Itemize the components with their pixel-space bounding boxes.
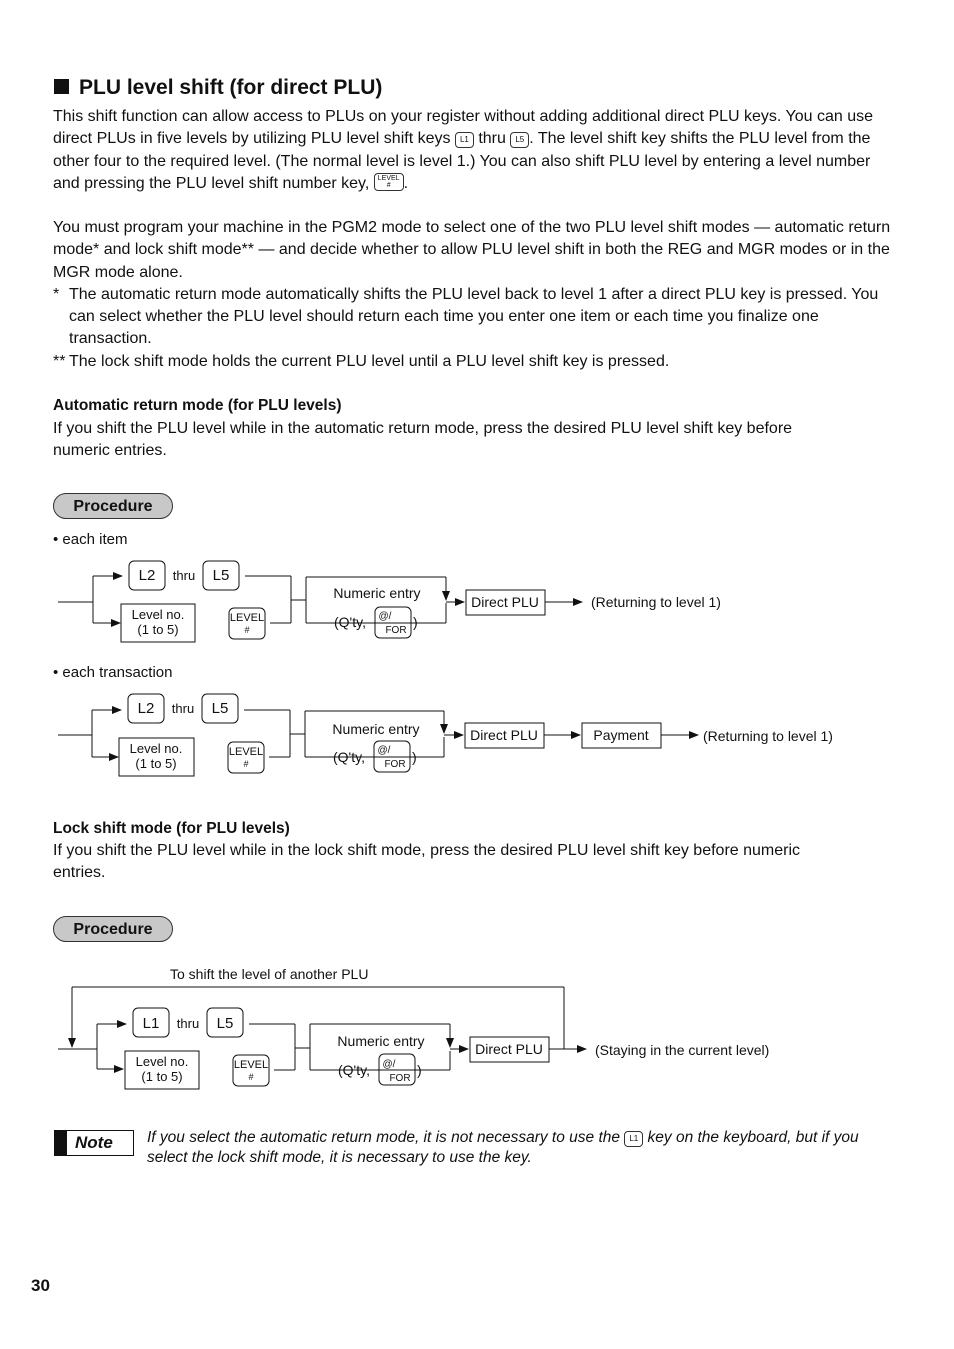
note-text (147, 1128, 887, 1168)
thru-label: thru (172, 568, 196, 583)
level-key-bottom: # (248, 1072, 254, 1082)
procedure-badge-2: Procedure (53, 916, 173, 942)
flow-each-transaction (0, 689, 954, 784)
intro-paragraph (53, 106, 893, 195)
lock-mode-title: Lock shift mode (for PLU levels) (53, 820, 290, 837)
qty-open-label: (Q'ty, (338, 1062, 370, 1078)
level-key-top: LEVEL (229, 612, 265, 624)
l5-key-label: L5 (211, 700, 229, 717)
at-key-bottom: FOR (389, 1073, 411, 1084)
each-item-label: • each item (53, 531, 128, 548)
returning-label: (Returning to level 1) (703, 728, 833, 744)
at-key-top: @/ (378, 611, 392, 622)
level-no-label: Level no. (131, 607, 185, 622)
direct-plu-label: Direct PLU (470, 727, 538, 743)
note-bar (55, 1131, 67, 1155)
level-range-label: (1 to 5) (135, 756, 177, 771)
l5-key-icon: L5 (510, 132, 529, 148)
qty-close-label: ) (417, 1062, 422, 1078)
at-key-bottom: FOR (384, 759, 406, 770)
level-key-bottom: # (244, 625, 250, 635)
auto-mode-title: Automatic return mode (for PLU levels) (53, 397, 342, 414)
note-badge (54, 1130, 134, 1156)
level-key-top: LEVEL (228, 746, 264, 758)
numeric-entry-label: Numeric entry (332, 721, 420, 737)
payment-label: Payment (593, 727, 649, 743)
auto-mode-body: If you shift the PLU level while in the automatic return mode, press the desired PLU level shift key before numeric entries. (53, 420, 793, 460)
l2-key-label: L2 (138, 567, 156, 584)
qty-open-label: (Q'ty, (333, 749, 365, 765)
footnote-2 (53, 351, 893, 373)
level-range-label: (1 to 5) (141, 1069, 183, 1084)
numeric-entry-label: Numeric entry (337, 1033, 425, 1049)
at-key-top: @/ (382, 1059, 396, 1070)
section-heading (54, 76, 382, 100)
each-transaction-label: • each transaction (53, 664, 173, 681)
level-key-bottom: # (386, 181, 391, 189)
l1-key-label: L1 (142, 1015, 160, 1032)
staying-label: (Staying in the current level) (595, 1042, 770, 1058)
numeric-entry-label: Numeric entry (333, 585, 421, 601)
level-key-top: LEVEL (233, 1059, 269, 1071)
note-label: Note (75, 1133, 113, 1152)
intro-text-3: . The level shift key shifts the PLU level from the other four to the required level. (The normal level is level 1.) You can also shift PLU level by entering a level number and pressing the PLU level shift number key, (53, 130, 871, 192)
flow-each-item (0, 555, 954, 650)
l2-key-label: L2 (137, 700, 155, 717)
thru-label: thru (176, 1016, 200, 1031)
procedure-badge-1: Procedure (53, 493, 173, 519)
level-range-label: (1 to 5) (137, 622, 179, 637)
lock-mode-body: If you shift the PLU level while in the lock shift mode, press the desired PLU level shift key before numeric entries. (53, 842, 801, 882)
pgm-paragraph (53, 217, 893, 373)
at-key-bottom: FOR (385, 625, 407, 636)
footnote-1 (53, 284, 893, 351)
level-no-label: Level no. (135, 1054, 189, 1069)
intro-text-1: This shift function can allow access to PLUs on your register without adding additional direct PLU keys. You can use direct PLUs in five levels by utilizing PLU level shift keys (53, 108, 874, 148)
returning-label: (Returning to level 1) (591, 594, 721, 610)
level-no-label: Level no. (129, 741, 183, 756)
level-key-top: LEVEL (377, 174, 400, 182)
level-key-icon (374, 173, 404, 191)
intro-period: . (403, 174, 409, 192)
flow-lock-shift (0, 962, 954, 1097)
footnote-1-mark: * (53, 285, 60, 303)
heading-text: PLU level shift (for direct PLU) (79, 76, 383, 99)
qty-open-label: (Q'ty, (334, 614, 366, 630)
l1-key-icon: L1 (455, 132, 474, 148)
page-number: 30 (31, 1276, 50, 1295)
square-bullet-icon (54, 79, 69, 94)
note-text-1: If you select the automatic return mode, it is not necessary to use the (147, 1129, 620, 1146)
direct-plu-label: Direct PLU (475, 1041, 543, 1057)
direct-plu-label: Direct PLU (471, 594, 539, 610)
l5-key-label: L5 (212, 567, 230, 584)
footnote-2-mark: ** (53, 352, 66, 370)
note-text-2: key on the keyboard, but if you select the lock shift mode, it is necessary to use the key. (147, 1129, 859, 1166)
qty-close-label: ) (413, 614, 418, 630)
intro-thru: thru (478, 130, 506, 148)
footnote-1-text: The automatic return mode automatically shifts the PLU level back to level 1 after a direct PLU key is pressed. You can select whether the PLU level should return each time you enter one item or each time you finalize one transaction. (69, 285, 879, 348)
pgm-text: You must program your machine in the PGM2 mode to select one of the two PLU level shift modes — automatic return mode* and lock shift mode** — and decide whether to allow PLU level shift in both the REG and MGR modes or in the MGR mode alone. (53, 219, 891, 281)
l1-key-icon: L1 (624, 1131, 643, 1147)
shift-another-label: To shift the level of another PLU (170, 966, 369, 982)
footnote-2-text: The lock shift mode holds the current PLU level until a PLU level shift key is pressed. (69, 352, 670, 370)
thru-label: thru (171, 701, 195, 716)
at-key-top: @/ (377, 745, 391, 756)
qty-close-label: ) (412, 749, 417, 765)
level-key-bottom: # (243, 759, 249, 769)
l5-key-label: L5 (216, 1015, 234, 1032)
